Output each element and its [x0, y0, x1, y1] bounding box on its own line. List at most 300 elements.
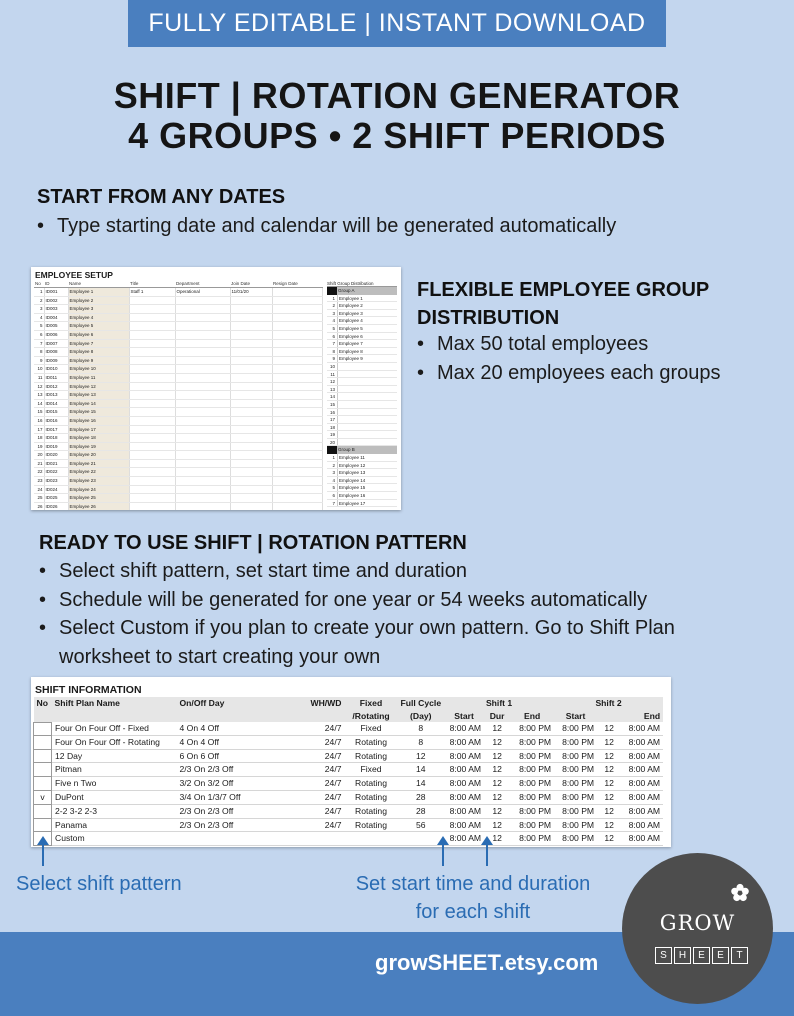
- group-member-name[interactable]: Employee 12: [337, 462, 397, 469]
- employee-no[interactable]: 11: [34, 373, 44, 382]
- employee-department[interactable]: [175, 434, 230, 443]
- employee-no[interactable]: 24: [34, 485, 44, 494]
- employee-title[interactable]: [129, 330, 175, 339]
- employee-name[interactable]: Employee 13: [68, 391, 129, 400]
- employee-title[interactable]: [129, 416, 175, 425]
- employee-resign-date[interactable]: [272, 399, 322, 408]
- employee-department[interactable]: [175, 391, 230, 400]
- employee-resign-date[interactable]: [272, 502, 322, 510]
- shift-plan-name: Four On Four Off - Fixed: [52, 722, 177, 735]
- employee-name[interactable]: Employee 26: [68, 502, 129, 510]
- employee-id[interactable]: ID017: [44, 425, 68, 434]
- group-member-row: [327, 348, 397, 356]
- employee-join-date[interactable]: [230, 322, 272, 331]
- employee-title[interactable]: [129, 451, 175, 460]
- employee-title[interactable]: [129, 425, 175, 434]
- shift-select-checkbox[interactable]: [34, 735, 52, 749]
- col-shift2-start: Start: [554, 710, 597, 723]
- employee-join-date[interactable]: [230, 391, 272, 400]
- group-member-row: [327, 340, 397, 348]
- group-member-name[interactable]: Employee 2: [337, 302, 397, 309]
- group-member-name[interactable]: Employee 16: [337, 492, 397, 499]
- group-member-name[interactable]: Employee 17: [337, 500, 397, 507]
- shift-select-checkbox[interactable]: [34, 804, 52, 818]
- employee-title[interactable]: [129, 408, 175, 417]
- employee-name[interactable]: Employee 22: [68, 468, 129, 477]
- employee-no[interactable]: 21: [34, 459, 44, 468]
- group-member-row: [327, 302, 397, 310]
- employee-resign-date[interactable]: [272, 434, 322, 443]
- shift2-duration[interactable]: 12: [597, 735, 621, 749]
- group-member-name[interactable]: [337, 401, 397, 408]
- employee-no[interactable]: 2: [34, 296, 44, 305]
- employee-join-date[interactable]: [230, 408, 272, 417]
- group-member-name[interactable]: Employee 3: [337, 310, 397, 317]
- employee-department[interactable]: [175, 416, 230, 425]
- shift2-duration[interactable]: 12: [597, 749, 621, 763]
- employee-name[interactable]: Employee 5: [68, 322, 129, 331]
- employee-title[interactable]: [129, 305, 175, 314]
- employee-department[interactable]: [175, 502, 230, 510]
- employee-id[interactable]: ID021: [44, 459, 68, 468]
- shift-full-cycle: 28: [398, 790, 445, 804]
- employee-join-date[interactable]: [230, 451, 272, 460]
- shift1-end-time: 8:00 PM: [510, 790, 554, 804]
- employee-row: [34, 356, 322, 365]
- shift-row: [34, 763, 664, 777]
- shift-select-checkbox[interactable]: [34, 722, 52, 735]
- employee-no[interactable]: 12: [34, 382, 44, 391]
- shift-wh-wd: 24/7: [305, 804, 345, 818]
- employee-resign-date[interactable]: [272, 330, 322, 339]
- employee-no[interactable]: 19: [34, 442, 44, 451]
- employee-row: [34, 305, 322, 314]
- group-member-name[interactable]: Employee 1: [337, 295, 397, 302]
- employee-name[interactable]: Employee 4: [68, 313, 129, 322]
- employee-id[interactable]: ID016: [44, 416, 68, 425]
- employee-department[interactable]: [175, 373, 230, 382]
- col-shift-plan-name: Shift Plan Name: [52, 697, 177, 710]
- col-resign-date: Resign Date: [272, 281, 322, 288]
- employee-department[interactable]: [175, 459, 230, 468]
- employee-join-date[interactable]: [230, 434, 272, 443]
- employee-no[interactable]: 25: [34, 494, 44, 503]
- employee-department[interactable]: [175, 451, 230, 460]
- shift-fixed-rotating: Rotating: [345, 818, 398, 832]
- col-join-date: Join Date: [230, 281, 272, 288]
- employee-title[interactable]: [129, 313, 175, 322]
- employee-no[interactable]: 4: [34, 313, 44, 322]
- shift-wh-wd: 24/7: [305, 735, 345, 749]
- shift1-start-time[interactable]: 8:00 AM: [444, 818, 484, 832]
- employee-join-date[interactable]: [230, 382, 272, 391]
- employee-name[interactable]: Employee 3: [68, 305, 129, 314]
- employee-title[interactable]: [129, 296, 175, 305]
- employee-id[interactable]: ID002: [44, 296, 68, 305]
- employee-department[interactable]: [175, 477, 230, 486]
- employee-id[interactable]: ID011: [44, 373, 68, 382]
- arrow-duration: [486, 838, 488, 866]
- employee-id[interactable]: ID015: [44, 408, 68, 417]
- shift1-duration[interactable]: 12: [484, 735, 510, 749]
- shift2-duration[interactable]: 12: [597, 818, 621, 832]
- employee-resign-date[interactable]: [272, 391, 322, 400]
- employee-no[interactable]: 10: [34, 365, 44, 374]
- employee-department[interactable]: [175, 494, 230, 503]
- employee-title[interactable]: [129, 477, 175, 486]
- shift2-start-time: 8:00 PM: [554, 763, 597, 777]
- employee-resign-date[interactable]: [272, 296, 322, 305]
- employee-department[interactable]: [175, 485, 230, 494]
- group-member-name[interactable]: Employee 14: [337, 477, 397, 484]
- employee-join-date[interactable]: [230, 477, 272, 486]
- shift-wh-wd: 24/7: [305, 763, 345, 777]
- employee-id[interactable]: ID022: [44, 468, 68, 477]
- employee-join-date[interactable]: [230, 339, 272, 348]
- shift-wh-wd: 24/7: [305, 790, 345, 804]
- shift-on-off-day: 4 On 4 Off: [177, 722, 305, 735]
- shift-on-off-day: 2/3 On 2/3 Off: [177, 804, 305, 818]
- employee-title[interactable]: [129, 434, 175, 443]
- employee-id[interactable]: ID003: [44, 305, 68, 314]
- employee-resign-date[interactable]: [272, 408, 322, 417]
- shift-select-checkbox[interactable]: [34, 818, 52, 832]
- shift1-start-time[interactable]: 8:00 AM: [444, 735, 484, 749]
- employee-join-date[interactable]: [230, 373, 272, 382]
- employee-id[interactable]: ID005: [44, 322, 68, 331]
- shift-select-checkbox[interactable]: [34, 763, 52, 777]
- group-member-row: [327, 371, 397, 379]
- employee-join-date[interactable]: [230, 365, 272, 374]
- employee-resign-date[interactable]: [272, 313, 322, 322]
- shift1-duration[interactable]: 12: [484, 777, 510, 791]
- group-member-name[interactable]: [337, 363, 397, 370]
- employee-no[interactable]: 9: [34, 356, 44, 365]
- employee-name[interactable]: Employee 14: [68, 399, 129, 408]
- employee-join-date[interactable]: [230, 459, 272, 468]
- employee-resign-date[interactable]: [272, 442, 322, 451]
- shift-row: [34, 722, 664, 735]
- employee-id[interactable]: ID026: [44, 502, 68, 510]
- employee-no[interactable]: 5: [34, 322, 44, 331]
- employee-name[interactable]: Employee 24: [68, 485, 129, 494]
- col-full-cycle: Full Cycle: [398, 697, 445, 710]
- employee-resign-date[interactable]: [272, 348, 322, 357]
- employee-resign-date[interactable]: [272, 365, 322, 374]
- employee-title[interactable]: [129, 382, 175, 391]
- employee-title[interactable]: [129, 502, 175, 510]
- employee-row: [34, 330, 322, 339]
- employee-resign-date[interactable]: [272, 425, 322, 434]
- shift2-end-time: 8:00 AM: [621, 735, 663, 749]
- employee-join-date[interactable]: [230, 356, 272, 365]
- employee-join-date[interactable]: [230, 425, 272, 434]
- employee-join-date[interactable]: [230, 296, 272, 305]
- employee-resign-date[interactable]: [272, 494, 322, 503]
- employee-department[interactable]: [175, 408, 230, 417]
- col-no: No: [34, 281, 44, 288]
- shift2-duration[interactable]: 12: [597, 777, 621, 791]
- employee-title[interactable]: [129, 391, 175, 400]
- section-group-heading-line-2: DISTRIBUTION: [417, 307, 560, 329]
- employee-no[interactable]: 23: [34, 477, 44, 486]
- employee-department[interactable]: [175, 468, 230, 477]
- employee-row: [34, 502, 322, 510]
- employee-title[interactable]: [129, 348, 175, 357]
- shift1-start-time[interactable]: 8:00 AM: [444, 804, 484, 818]
- employee-title[interactable]: [129, 399, 175, 408]
- employee-no[interactable]: 1: [34, 288, 44, 297]
- employee-name[interactable]: Employee 15: [68, 408, 129, 417]
- employee-join-date[interactable]: [230, 305, 272, 314]
- employee-join-date[interactable]: [230, 330, 272, 339]
- group-member-name[interactable]: Employee 8: [337, 348, 397, 355]
- shift1-start-time[interactable]: 8:00 AM: [444, 763, 484, 777]
- employee-row: [34, 494, 322, 503]
- employee-title[interactable]: [129, 373, 175, 382]
- employee-name[interactable]: Employee 17: [68, 425, 129, 434]
- shift1-duration[interactable]: 12: [484, 763, 510, 777]
- employee-no[interactable]: 6: [34, 330, 44, 339]
- section-start-dates-heading: START FROM ANY DATES: [37, 186, 286, 208]
- group-member-name[interactable]: [337, 371, 397, 378]
- shift1-duration[interactable]: 12: [484, 749, 510, 763]
- employee-resign-date[interactable]: [272, 468, 322, 477]
- employee-name[interactable]: Employee 10: [68, 365, 129, 374]
- shift-full-cycle: 14: [398, 777, 445, 791]
- employee-department[interactable]: [175, 425, 230, 434]
- employee-title[interactable]: [129, 442, 175, 451]
- group-member-name[interactable]: Employee 13: [337, 469, 397, 476]
- group-member-name[interactable]: Employee 4: [337, 317, 397, 324]
- employee-join-date[interactable]: [230, 313, 272, 322]
- employee-name[interactable]: Employee 11: [68, 373, 129, 382]
- employee-no[interactable]: 15: [34, 408, 44, 417]
- employee-title[interactable]: [129, 485, 175, 494]
- group-member-row: [327, 424, 397, 432]
- employee-no[interactable]: 8: [34, 348, 44, 357]
- shift2-duration[interactable]: 12: [597, 804, 621, 818]
- employee-name[interactable]: Employee 6: [68, 330, 129, 339]
- col-shift1-dur: Dur: [484, 710, 510, 723]
- employee-resign-date[interactable]: [272, 373, 322, 382]
- employee-join-date[interactable]: [230, 399, 272, 408]
- employee-name[interactable]: Employee 16: [68, 416, 129, 425]
- employee-no[interactable]: 16: [34, 416, 44, 425]
- employee-id[interactable]: ID020: [44, 451, 68, 460]
- group-member-name[interactable]: [337, 378, 397, 385]
- shift1-duration[interactable]: 12: [484, 832, 510, 846]
- employee-id[interactable]: ID008: [44, 348, 68, 357]
- employee-resign-date[interactable]: [272, 416, 322, 425]
- employee-id[interactable]: ID010: [44, 365, 68, 374]
- employee-name[interactable]: Employee 25: [68, 494, 129, 503]
- employee-department[interactable]: [175, 322, 230, 331]
- employee-join-date[interactable]: 11/01/20: [230, 288, 272, 297]
- employee-resign-date[interactable]: [272, 459, 322, 468]
- employee-id[interactable]: ID025: [44, 494, 68, 503]
- group-member-name[interactable]: [337, 386, 397, 393]
- shift-select-checkbox[interactable]: v: [34, 790, 52, 804]
- employee-resign-date[interactable]: [272, 322, 322, 331]
- group-member-no: 5: [332, 325, 335, 331]
- shift-select-checkbox[interactable]: [34, 777, 52, 791]
- group-member-name[interactable]: [337, 416, 397, 423]
- group-member-row: [327, 500, 397, 508]
- employee-name[interactable]: Employee 1: [68, 288, 129, 297]
- shift2-duration[interactable]: 12: [597, 763, 621, 777]
- employee-name[interactable]: Employee 9: [68, 356, 129, 365]
- employee-no[interactable]: 14: [34, 399, 44, 408]
- employee-department[interactable]: [175, 330, 230, 339]
- group-member-name[interactable]: [337, 424, 397, 431]
- col-rotating-sub: /Rotating: [345, 710, 398, 723]
- employee-department[interactable]: [175, 356, 230, 365]
- employee-title[interactable]: [129, 356, 175, 365]
- group-member-name[interactable]: [337, 431, 397, 438]
- shift1-duration[interactable]: 12: [484, 818, 510, 832]
- employee-department[interactable]: Operational: [175, 288, 230, 297]
- employee-id[interactable]: ID001: [44, 288, 68, 297]
- employee-resign-date[interactable]: [272, 477, 322, 486]
- group-member-name[interactable]: Employee 5: [337, 325, 397, 332]
- employee-department[interactable]: [175, 348, 230, 357]
- logo-grow-text: GROW: [659, 911, 736, 935]
- shift1-start-time[interactable]: 8:00 AM: [444, 790, 484, 804]
- employee-resign-date[interactable]: [272, 339, 322, 348]
- employee-department[interactable]: [175, 382, 230, 391]
- group-member-name[interactable]: Employee 6: [337, 333, 397, 340]
- employee-id[interactable]: ID014: [44, 399, 68, 408]
- employee-no[interactable]: 7: [34, 339, 44, 348]
- flower-icon: [730, 883, 750, 903]
- employee-resign-date[interactable]: [272, 382, 322, 391]
- employee-id[interactable]: ID019: [44, 442, 68, 451]
- employee-id[interactable]: ID023: [44, 477, 68, 486]
- employee-join-date[interactable]: [230, 442, 272, 451]
- employee-no[interactable]: 22: [34, 468, 44, 477]
- group-member-name[interactable]: Employee 15: [337, 484, 397, 491]
- shift1-duration[interactable]: 12: [484, 804, 510, 818]
- employee-title[interactable]: [129, 468, 175, 477]
- employee-row: [34, 339, 322, 348]
- employee-join-date[interactable]: [230, 485, 272, 494]
- employee-name[interactable]: Employee 7: [68, 339, 129, 348]
- group-member-name[interactable]: Employee 9: [337, 355, 397, 362]
- employee-title[interactable]: [129, 365, 175, 374]
- employee-title[interactable]: Staff 1: [129, 288, 175, 297]
- employee-no[interactable]: 18: [34, 434, 44, 443]
- shift-select-checkbox[interactable]: [34, 749, 52, 763]
- employee-join-date[interactable]: [230, 502, 272, 510]
- employee-resign-date[interactable]: [272, 288, 322, 297]
- shift1-duration[interactable]: 12: [484, 790, 510, 804]
- employee-department[interactable]: [175, 442, 230, 451]
- employee-title[interactable]: [129, 339, 175, 348]
- shift-table: [33, 697, 663, 846]
- employee-no[interactable]: 13: [34, 391, 44, 400]
- employee-resign-date[interactable]: [272, 305, 322, 314]
- group-member-name[interactable]: [337, 439, 397, 446]
- employee-name[interactable]: Employee 21: [68, 459, 129, 468]
- logo-letter: T: [731, 947, 748, 964]
- employee-department[interactable]: [175, 339, 230, 348]
- employee-id[interactable]: ID012: [44, 382, 68, 391]
- shift2-end-time: 8:00 AM: [621, 818, 663, 832]
- employee-name[interactable]: Employee 23: [68, 477, 129, 486]
- employee-no[interactable]: 20: [34, 451, 44, 460]
- shift2-start-time: 8:00 PM: [554, 818, 597, 832]
- employee-id[interactable]: ID006: [44, 330, 68, 339]
- employee-resign-date[interactable]: [272, 356, 322, 365]
- employee-resign-date[interactable]: [272, 485, 322, 494]
- shop-url-link[interactable]: growSHEET.etsy.com: [375, 950, 599, 975]
- group-member-name[interactable]: Employee 11: [337, 454, 397, 461]
- employee-department[interactable]: [175, 313, 230, 322]
- employee-id[interactable]: ID024: [44, 485, 68, 494]
- employee-id[interactable]: ID018: [44, 434, 68, 443]
- shift1-start-time[interactable]: 8:00 AM: [444, 722, 484, 735]
- employee-join-date[interactable]: [230, 416, 272, 425]
- employee-row: [34, 459, 322, 468]
- shift2-duration[interactable]: 12: [597, 832, 621, 846]
- main-title: [0, 76, 794, 156]
- employee-id[interactable]: ID004: [44, 313, 68, 322]
- employee-id[interactable]: ID007: [44, 339, 68, 348]
- employee-name[interactable]: Employee 8: [68, 348, 129, 357]
- employee-name[interactable]: Employee 12: [68, 382, 129, 391]
- shift2-duration[interactable]: 12: [597, 790, 621, 804]
- employee-name[interactable]: Employee 18: [68, 434, 129, 443]
- col-name: Name: [68, 281, 129, 288]
- shift1-start-time[interactable]: 8:00 AM: [444, 777, 484, 791]
- employee-no[interactable]: 26: [34, 502, 44, 510]
- employee-department[interactable]: [175, 365, 230, 374]
- employee-department[interactable]: [175, 399, 230, 408]
- group-member-name[interactable]: Employee 7: [337, 340, 397, 347]
- shift2-duration[interactable]: 12: [597, 722, 621, 735]
- shift1-end-time: 8:00 PM: [510, 818, 554, 832]
- callout-select-pattern: Select shift pattern: [16, 873, 182, 895]
- employee-id[interactable]: ID013: [44, 391, 68, 400]
- group-member-row: [327, 492, 397, 500]
- employee-department[interactable]: [175, 305, 230, 314]
- employee-title[interactable]: [129, 459, 175, 468]
- employee-no[interactable]: 17: [34, 425, 44, 434]
- employee-row: [34, 408, 322, 417]
- employee-name[interactable]: Employee 20: [68, 451, 129, 460]
- employee-no[interactable]: 3: [34, 305, 44, 314]
- employee-resign-date[interactable]: [272, 451, 322, 460]
- shift1-duration[interactable]: 12: [484, 722, 510, 735]
- group-member-name[interactable]: [337, 393, 397, 400]
- employee-title[interactable]: [129, 322, 175, 331]
- employee-department[interactable]: [175, 296, 230, 305]
- employee-join-date[interactable]: [230, 348, 272, 357]
- shift-fixed-rotating: Fixed: [345, 722, 398, 735]
- employee-join-date[interactable]: [230, 468, 272, 477]
- group-member-name[interactable]: [337, 409, 397, 416]
- employee-join-date[interactable]: [230, 494, 272, 503]
- group-member-no: 10: [329, 363, 335, 369]
- employee-name[interactable]: Employee 2: [68, 296, 129, 305]
- shift1-start-time[interactable]: 8:00 AM: [444, 832, 484, 846]
- group-member-row: [327, 317, 397, 325]
- shift1-start-time[interactable]: 8:00 AM: [444, 749, 484, 763]
- employee-name[interactable]: Employee 19: [68, 442, 129, 451]
- employee-id[interactable]: ID009: [44, 356, 68, 365]
- employee-title[interactable]: [129, 494, 175, 503]
